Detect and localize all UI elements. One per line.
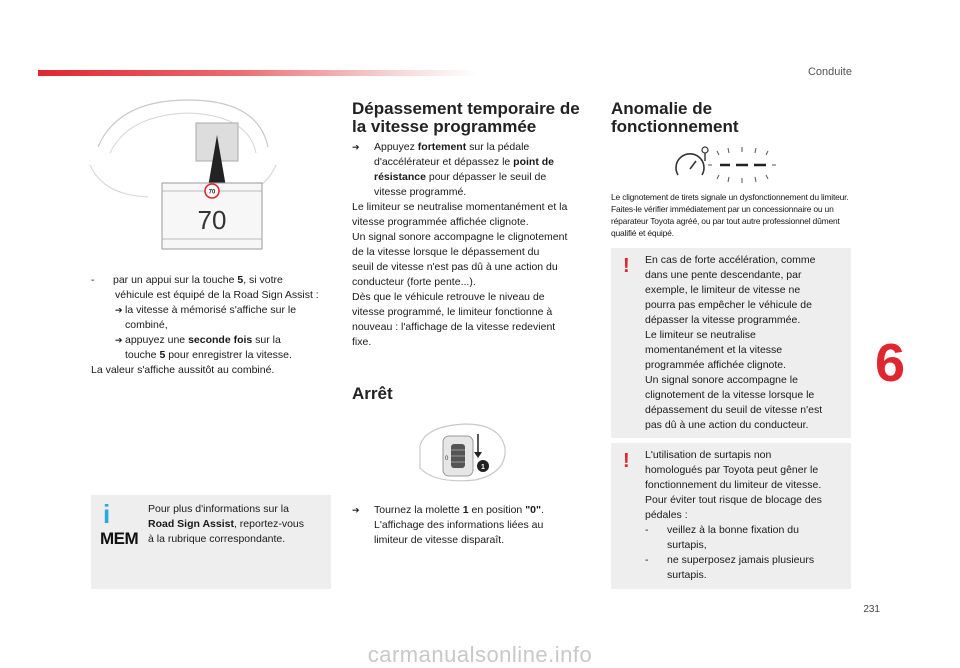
arrow-icon: ➔ — [352, 505, 360, 515]
header-accent-bar — [38, 70, 478, 76]
section-heading-anomalie: Anomalie de fonctionnement — [611, 99, 739, 136]
svg-text:0: 0 — [445, 456, 449, 462]
section-title: Conduite — [807, 66, 852, 78]
warning-icon: ! — [623, 255, 630, 277]
info-icon: i — [103, 499, 111, 529]
arret-instructions: ➔ Tournez la molette 1 en position "0". L'affichage des informations liées au limiteur de vitesse disparaît. — [352, 504, 544, 546]
page-number: 231 — [863, 604, 880, 615]
stalk-illustration — [405, 418, 515, 490]
info-box: i MEM Pour plus d'informations sur la Road Sign Assist, reportez-vous à la rubrique correspondante. — [91, 495, 331, 589]
arrow-down-icon — [474, 452, 482, 458]
left-instructions: - par un appui sur la touche 5, si votre véhicule est équipé de la Road Sign Assist : ➔ la vitesse à mémorisé s'affiche sur le combiné, ➔ appuyez une seconde fois sur la touche 5 pour enregistrer la vitesse. La valeur s'affiche aussitôt au combiné. — [91, 274, 319, 376]
section-heading-depassement: Dépassement temporaire de la vitesse programmée — [352, 99, 580, 136]
malfunction-warning-illustration — [672, 145, 782, 185]
arrow-icon: ➔ — [115, 335, 123, 345]
arrow-icon: ➔ — [115, 305, 123, 315]
svg-text:1: 1 — [481, 464, 485, 471]
cluster-illustration — [88, 95, 278, 255]
malfunction-description: Le clignotement de tirets signale un dysfonctionnement du limiteur. Faites-le vérifier immédiatement par un concessionnaire ou un réparateur Toyota agréé, ou par tout autre professionnel dûment qualifié et équipé. — [611, 192, 849, 238]
svg-text:70: 70 — [208, 189, 216, 196]
mem-label: MEM — [100, 529, 139, 548]
middle-text: ➔ Appuyez fortement sur la pédale d'accélérateur et dépassez le point de résistance pour dépasser le seuil de vitesse programmé. Le limiteur se neutralise momentanément et la vitesse programmée affichée clignote. Un signal sonore accompagne le clignotement de la vitesse lorsque le dépassement du seuil de vitesse n'est pas dû à une action du conducteur (forte pente...). Dès que le véhicule retrouve le niveau de vitesse programmé, le limiteur fonctionne à nouveau : l'affichage de la vitesse redevient fixe. — [352, 141, 568, 348]
watermark: carmanualsonline.info — [367, 642, 593, 667]
warning-icon: ! — [623, 450, 630, 472]
chapter-number: 6 — [874, 333, 905, 393]
arrow-icon: ➔ — [352, 142, 360, 152]
cluster-speed-value: 70 — [197, 205, 227, 235]
section-heading-arret: Arrêt — [352, 384, 393, 403]
warning-box-2: ! L'utilisation de surtapis non homologués par Toyota peut gêner le fonctionnement du limiteur de vitesse. Pour éviter tout risque de blocage des pédales : - veillez à la bonne fixation du surtapis, - ne superposez jamais plusieurs surtapis. — [611, 443, 851, 589]
speedometer-icon — [676, 154, 704, 175]
warning-box-1: ! En cas de forte accélération, comme dans une pente descendante, par exemple, le limiteur de vitesse ne pourra pas empêcher le véhicule de dépasser la vitesse programmée. Le limiteur se neutralise momentanément et la vitesse programmée affichée clignote. Un signal sonore accompagne le clignotement de la vitesse lorsque le dépassement du seuil de vitesse n'est pas dû à une action du conducteur. — [611, 248, 851, 438]
